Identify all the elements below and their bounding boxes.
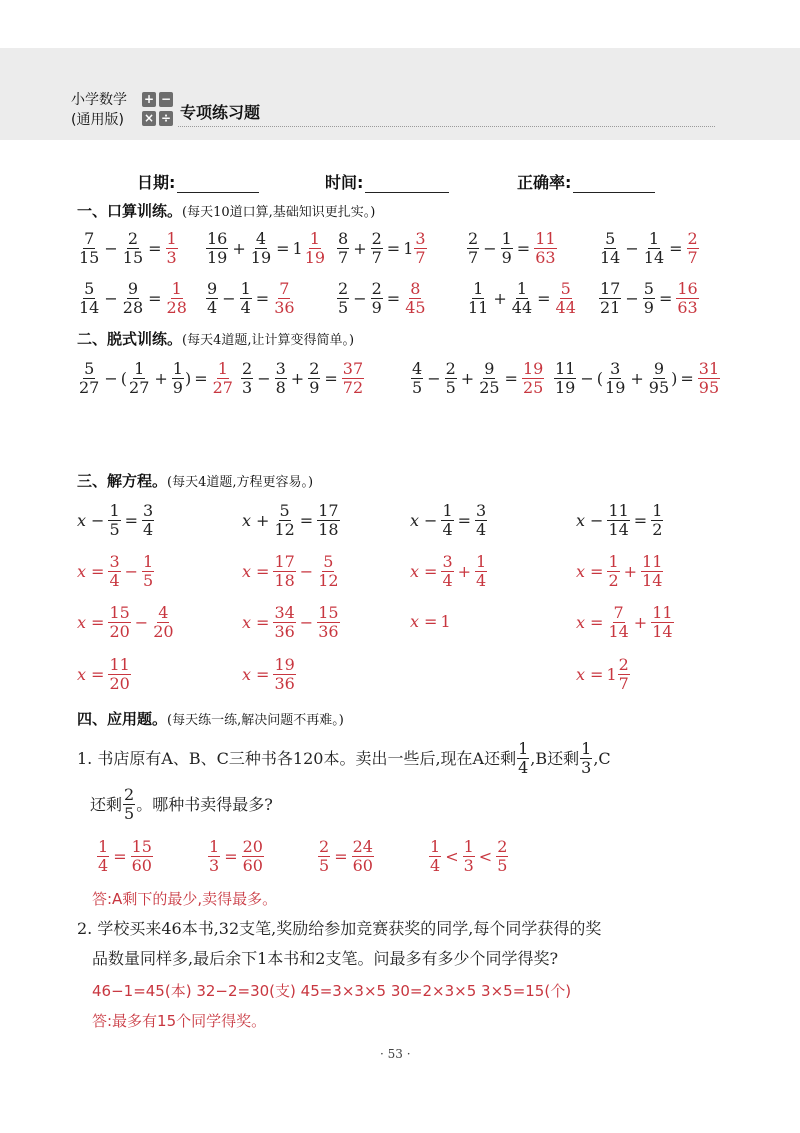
equation-problem: x + $\frac{5}{12}$ = $\frac{17}{18}$: [242, 501, 339, 539]
answer: $\frac{1}{3}$: [166, 229, 177, 267]
equation-problem: x − $\frac{1}{4}$ = $\frac{3}{4}$: [410, 501, 487, 539]
removal-problem: 5 27 − ( 1 27 + $\frac{1}{9}$ ) = $\frac{1}{27}$: [79, 359, 233, 397]
q1-work-step: $\frac{1}{4}$ = $\frac{15}{60}$: [98, 837, 152, 875]
brand-line1: 小学数学: [71, 92, 127, 108]
equation-step: x = $\frac{3}{4}$ − $\frac{1}{5}$: [77, 552, 154, 590]
section-equations-heading: 三、解方程。(每天4道题,方程更容易。): [77, 472, 314, 490]
question-1-answer: 答:A剩下的最少,卖得最多。: [92, 890, 278, 908]
oral-problem: 2 7 − $\frac{1}{9}$ = $\frac{11}{63}$: [468, 229, 556, 267]
divide-icon: ÷: [160, 111, 172, 125]
time-label: 时间:: [325, 173, 364, 192]
equation-answer: x = 1 2 7: [576, 655, 629, 693]
time-blank[interactable]: [365, 175, 449, 193]
date-label: 日期:: [137, 173, 176, 192]
date-field: [137, 170, 259, 193]
q1-work-step: $\frac{2}{5}$ = $\frac{24}{60}$: [319, 837, 373, 875]
accuracy-label: 正确率:: [517, 173, 572, 192]
equation-step: x = $\frac{15}{20}$ − $\frac{4}{20}$: [77, 603, 174, 641]
answer: $\frac{7}{36}$: [274, 279, 295, 317]
question-2-work: 46−1=45(本) 32−2=30(支) 45=3×3×5 30=2×3×5 3×5=15(个): [92, 982, 572, 1000]
oral-problem: 17 21 − $\frac{5}{9}$ = $\frac{16}{63}$: [600, 279, 698, 317]
equation-answer: x = $\frac{11}{20}$: [77, 655, 130, 693]
equation-step: x = $\frac{1}{2}$ + $\frac{11}{14}$: [576, 552, 663, 590]
answer: $\frac{19}{25}$: [522, 359, 544, 397]
equation-problem: x − $\frac{1}{5}$ = $\frac{3}{4}$: [77, 501, 154, 539]
equation-step: x = $\frac{17}{18}$ − $\frac{5}{12}$: [242, 552, 339, 590]
oral-problem: 7 15 − $\frac{2}{15}$ = $\frac{1}{3}$: [79, 229, 177, 267]
oral-problem: 1 11 + $\frac{1}{44}$ = $\frac{5}{44}$: [468, 279, 576, 317]
question-2-line1: 2. 学校买来46本书,32支笔,奖励给参加竞赛获奖的同学,每个同学获得的奖: [77, 919, 602, 938]
answer: $\frac{8}{45}$: [405, 279, 426, 317]
oral-problem: 9 4 − $\frac{1}{4}$ = $\frac{7}{36}$: [207, 279, 295, 317]
series-title: 专项练习题: [180, 103, 261, 122]
date-blank[interactable]: [177, 175, 259, 193]
oral-problem: 8 7 + $\frac{2}{7}$ = 1 3 7: [338, 229, 426, 267]
answer: $\frac{1}{27}$: [212, 359, 233, 397]
brand-line2: (通用版): [71, 112, 124, 128]
answer: $\frac{16}{63}$: [677, 279, 698, 317]
section-removal-heading: 二、脱式训练。(每天4道题,让计算变得简单。): [77, 330, 355, 348]
question-2-answer: 答:最多有15个同学得奖。: [92, 1012, 267, 1030]
answer: $\frac{31}{95}$: [698, 359, 720, 397]
times-icon: ×: [143, 111, 155, 125]
question-1-line2: 还剩 2 5 。哪种书卖得最多?: [90, 785, 273, 823]
q1-work-step: $\frac{1}{3}$ = $\frac{20}{60}$: [209, 837, 263, 875]
math-operators-logo: [142, 92, 174, 128]
oral-problem: 16 19 + $\frac{4}{19}$ = 1 1 19: [207, 229, 326, 267]
minus-icon: −: [160, 92, 172, 106]
equation-step: x = $\frac{3}{4}$ + $\frac{1}{4}$: [410, 552, 487, 590]
answer: 1 19: [304, 229, 326, 267]
answer: $\frac{5}{44}$: [555, 279, 576, 317]
answer: $\frac{1}{28}$: [166, 279, 187, 317]
removal-problem: 4 5 − $\frac{2}{5}$ + $\frac{9}{25}$ = $\frac{19}{25}$: [412, 359, 544, 397]
section-applied-heading: 四、应用题。(每天练一练,解决问题不再难。): [77, 710, 344, 728]
book-brand: [71, 90, 127, 130]
answer: 3 7: [415, 229, 426, 267]
q1-comparison: 1 4 < 1 3 < 2 5: [430, 837, 508, 875]
equation-answer: x = $\frac{19}{36}$: [242, 655, 295, 693]
equation-step: x = $\frac{34}{36}$ − $\frac{15}{36}$: [242, 603, 339, 641]
oral-problem: 2 5 − $\frac{2}{9}$ = $\frac{8}{45}$: [338, 279, 426, 317]
time-field: [325, 170, 449, 193]
question-2-line2: 品数量同样多,最后余下1本书和2支笔。问最多有多少个同学得奖?: [92, 949, 559, 968]
equation-step: x = $\frac{7}{14}$ + $\frac{11}{14}$: [576, 603, 673, 641]
equation-problem: x − $\frac{11}{14}$ = $\frac{1}{2}$: [576, 501, 663, 539]
oral-problem: 5 14 − $\frac{1}{14}$ = $\frac{2}{7}$: [600, 229, 698, 267]
plus-icon: +: [143, 92, 155, 106]
accuracy-blank[interactable]: [573, 175, 655, 193]
section-oral-heading: 一、口算训练。(每天10道口算,基础知识更扎实。): [77, 202, 376, 220]
answer: $\frac{2}{7}$: [687, 229, 698, 267]
removal-problem: 11 19 − ( 3 19 + $\frac{9}{95}$ ) = $\frac{31}{95}$: [555, 359, 720, 397]
oral-problem: 5 14 − $\frac{9}{28}$ = $\frac{1}{28}$: [79, 279, 187, 317]
removal-problem: 2 3 − $\frac{3}{8}$ + $\frac{2}{9}$ = $\frac{37}{72}$: [242, 359, 364, 397]
question-1-line1: 1. 书店原有A、B、C三种书各120本。卖出一些后,现在A还剩 1 4 ,B还剩 1 3 ,C: [77, 739, 611, 777]
accuracy-field: [517, 170, 655, 193]
header-divider: [178, 126, 715, 127]
answer: $\frac{11}{63}$: [535, 229, 556, 267]
answer: $\frac{37}{72}$: [342, 359, 364, 397]
page-number: · 53 ·: [380, 1047, 411, 1061]
equation-answer: x = 1: [410, 612, 451, 631]
